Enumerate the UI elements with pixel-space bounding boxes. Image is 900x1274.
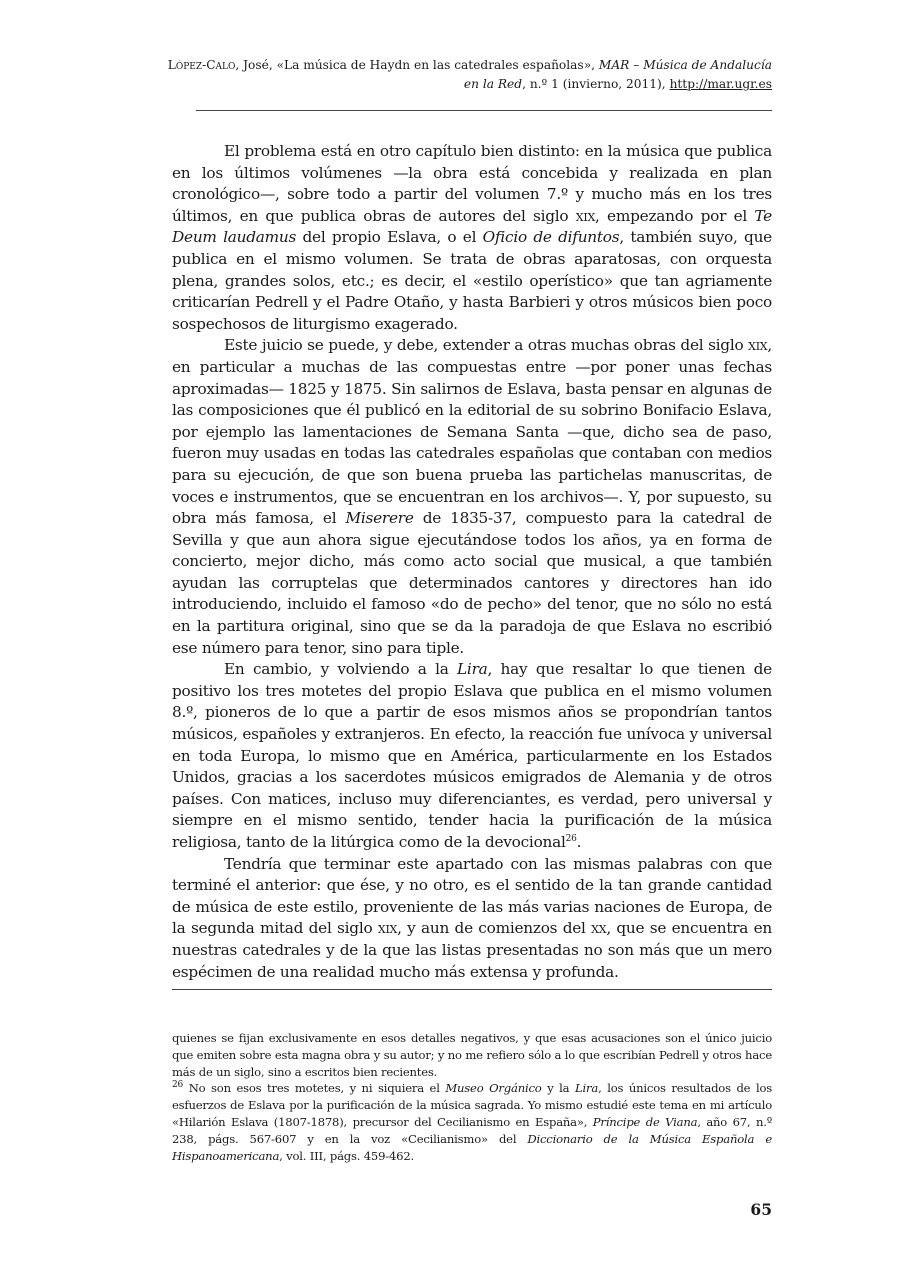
footnotes xyxy=(172,1030,772,1164)
article-title: «La música de Haydn en las catedrales españolas», xyxy=(276,58,599,72)
page-number: 65 xyxy=(750,1200,772,1219)
journal-title-cont: en la Red xyxy=(463,77,523,91)
paragraph-4: Tendría que terminar este apartado con las mismas palabras con que terminé el anterior: que ése, y no otro, es el sentido de la tan grande cantidad de música de este estilo, proveniente de las más varias naciones de Europa, de la segunda mitad del siglo xix, y aun de comienzos del xx, que se encuentra en nuestras catedrales y de la que las listas presentadas no son más que un mero espécimen de una realidad mucho más extensa y profunda. xyxy=(172,854,772,981)
journal-title: MAR – Música de Andalucía xyxy=(598,58,772,72)
work-title-miserere: Miserere xyxy=(345,509,414,528)
header-citation-line-1 xyxy=(160,56,772,75)
journal-url-link[interactable]: http://mar.ugr.es xyxy=(669,77,772,91)
author-surname: López-Calo xyxy=(167,58,236,72)
main-text xyxy=(172,141,772,983)
footnote-continued: quienes se fijan exclusivamente en esos detalles negativos, y que esas acusaciones son el único juicio que emiten sobre esta magna obra y su autor; y no me refiero sólo a lo que escribían Pedrell y otros hace más de un siglo, sino a escritos bien recientes. xyxy=(172,1031,772,1079)
paragraph-3: En cambio, y volviendo a la Lira, hay que resaltar lo que tienen de positivo los tres motetes del propio Eslava que publica en el mismo volumen 8.º, pioneros de lo que a partir de esos mismos años se propondrían tantos músicos, españoles y extranjeros. En efecto, la reacción fue unívoca y universal en toda Europa, lo mismo que en América, particularmente en los Estados Unidos, gracias a los sacerdotes músicos emigrados de Alemania y de otros países. Con matices, incluso muy diferenciantes, es verdad, pero universal y siempre en el mismo sentido, tender hacia la purificación de la música religiosa, tanto de la litúrgica como de la devocional$^{26}$. xyxy=(172,660,772,851)
footnote-rule xyxy=(172,989,772,990)
work-title-te-deum: Te Deum laudamus xyxy=(172,206,772,247)
footnote-26: $^{26}$ No son esos tres motetes, y ni siquiera el Museo Orgánico y la Lira, los únicos resultados de los esfuerzos de Eslava por la purificación de la música sagrada. Yo mismo estudié este tema en mi artículo «Hilarión Eslava (1807-1878), precursor del Cecilianismo en España», Príncipe de Viana, año 67, n.º 238, págs. 567-607 y en la voz «Cecilianismo» del Diccionario de la Música Española e Hispanoamericana, vol. III, págs. 459-462. xyxy=(172,1080,773,1163)
issue-info: , n.º 1 (invierno, 2011), xyxy=(522,77,670,91)
header-citation-line-2 xyxy=(160,75,772,94)
work-title-lira: Lira xyxy=(457,660,488,679)
work-title-oficio: Oficio de difuntos xyxy=(482,228,620,247)
footnote-ref-26[interactable]: 26 xyxy=(565,833,577,844)
footnote-number-26: 26 xyxy=(172,1080,184,1091)
paragraph-1: El problema está en otro capítulo bien distinto: en la música que publica en los últimos volúmenes —la obra está concebida y realizada en plan cronológico—, sobre todo a partir del volumen 7.º y mucho más en los tres últimos, en que publica obras de autores del siglo xix, empezando por el Te Deum laudamus del propio Eslava, o el Oficio de difuntos, también suyo, que publica en el mismo volumen. Se trata de obras aparatosas, con orquesta plena, grandes solos, etc.; es decir, el «estilo operístico» que tan agriamente criticarían Pedrell y el Padre Otaño, y hasta Barbieri y otros músicos bien poco sospechosos de liturgismo exagerado. xyxy=(172,142,772,333)
running-header xyxy=(160,56,772,94)
header-rule xyxy=(196,110,772,111)
paragraph-2: Este juicio se puede, y debe, extender a otras muchas obras del siglo xix, en particular a muchas de las compuestas entre —por poner unas fechas aproximadas— 1825 y 1875. Sin salirnos de Eslava, basta pensar en algunas de las composiciones que él publicó en la editorial de su sobrino Bonifacio Eslava, por ejemplo las lamentaciones de Semana Santa —que, dicho sea de paso, fueron muy usadas en todas las catedrales españolas que contaban con medios para su ejecución, de que son buena prueba las partichelas manuscritas, de voces e instrumentos, que se encuentran en los archivos—. Y, por supuesto, su obra más famosa, el Miserere de 1835-37, compuesto para la catedral de Sevilla y que aun ahora sigue ejecutándose todos los años, ya en forma de concierto, mejor dicho, más como acto social que musical, a que también ayudan las corruptelas que determinados cantores y directores han ido introduciendo, incluido el famoso «do de pecho» del tenor, que no sólo no está en la partitura original, sino que se da la paradoja de que Eslava no escribió ese número para tenor, sino para tiple. xyxy=(172,336,772,657)
author-given-name: , José, xyxy=(235,58,277,72)
